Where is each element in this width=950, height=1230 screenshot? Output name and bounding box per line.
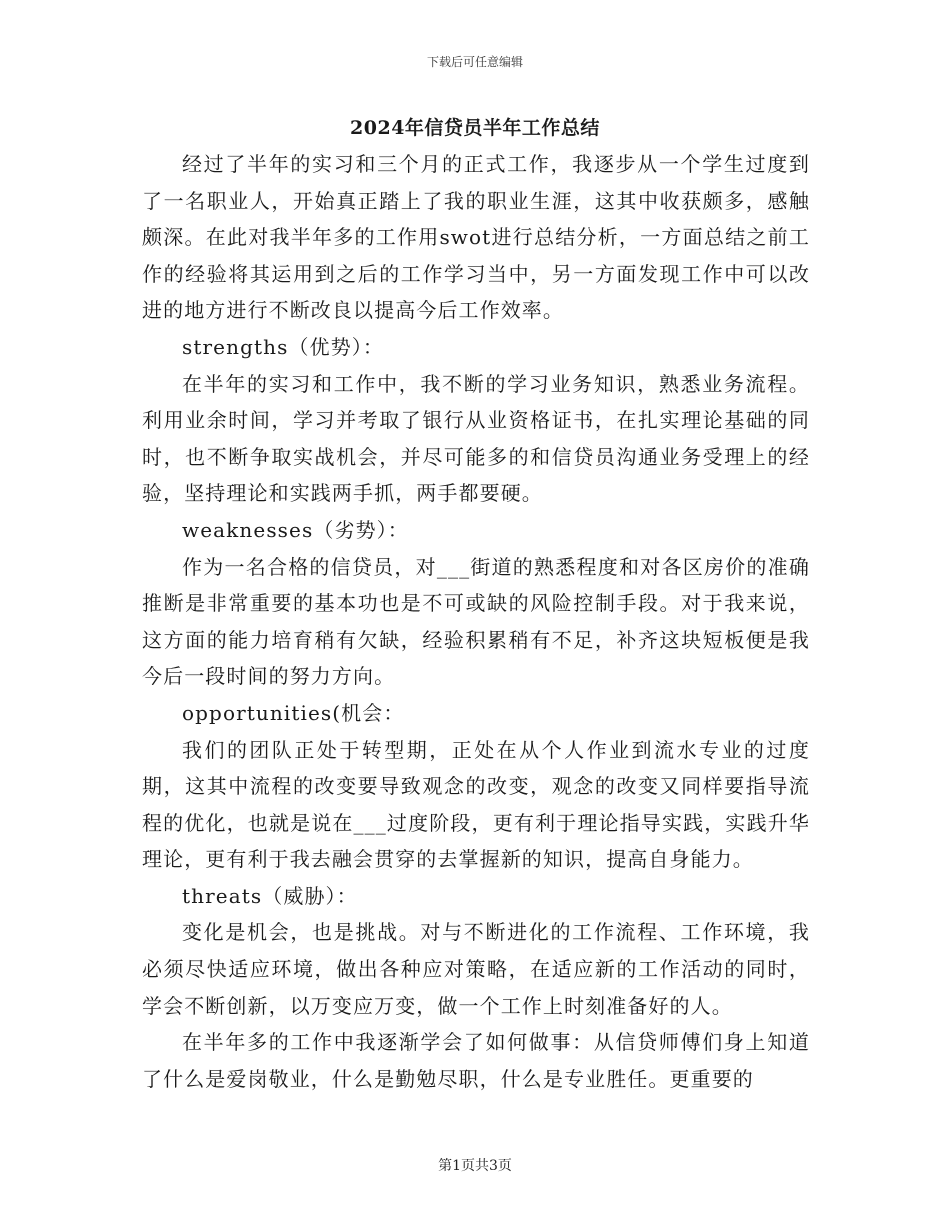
weaknesses-paragraph: 作为一名合格的信贷员，对___街道的熟悉程度和对各区房价的准确推断是非常重要的基本功也是不可或缺的风险控制手段。对于我来说，这方面的能力培育稍有欠缺，经验积累稍有不足，补齐这块短板便是我今后一段时间的努力方向。: [142, 554, 810, 689]
threats-heading: threats（威胁）：: [182, 883, 358, 908]
document-body: [142, 146, 810, 1097]
closing-paragraph: 在半年多的工作中我逐渐学会了如何做事：从信贷师傅们身上知道了什么是爱岗敬业，什么是勤勉尽职，什么是专业胜任。更重要的: [142, 1030, 810, 1091]
opportunities-heading: opportunities(机会：: [182, 700, 405, 725]
strengths-paragraph: 在半年的实习和工作中，我不断的学习业务知识，熟悉业务流程。利用业余时间，学习并考取了银行从业资格证书，在扎实理论基础的同时，也不断争取实战机会，并尽可能多的和信贷员沟通业务受理上的经验，坚持理论和实践两手抓，两手都要硬。: [142, 371, 810, 506]
opportunities-paragraph: 我们的团队正处于转型期，正处在从个人作业到流水专业的过度期，这其中流程的改变要导致观念的改变，观念的改变又同样要指导流程的优化，也就是说在___过度阶段，更有利于理论指导实践，实践升华理论，更有利于我去融会贯穿的去掌握新的知识，提高自身能力。: [142, 737, 810, 872]
document-title: 2024年信贷员半年工作总结: [350, 117, 600, 139]
threats-paragraph: 变化是机会，也是挑战。对与不断进化的工作流程、工作环境，我必须尽快适应环境，做出各种应对策略，在适应新的工作活动的同时，学会不断创新，以万变应万变，做一个工作上时刻准备好的人。: [142, 920, 810, 1018]
weaknesses-heading: weaknesses（劣势）：: [182, 517, 409, 542]
intro-paragraph: 经过了半年的实习和三个月的正式工作，我逐步从一个学生过度到了一名职业人，开始真正踏上了我的职业生涯，这其中收获颇多，感触颇深。在此对我半年多的工作用swot进行总结分析，一方面总结之前工作的经验将其运用到之后的工作学习当中，另一方面发现工作中可以改进的地方进行不断改良以提高今后工作效率。: [142, 152, 810, 323]
strengths-heading: strengths（优势）：: [182, 334, 384, 359]
page-number: 第1页共3页: [438, 1158, 512, 1174]
page-header-note: 下载后可任意编辑: [426, 55, 523, 69]
